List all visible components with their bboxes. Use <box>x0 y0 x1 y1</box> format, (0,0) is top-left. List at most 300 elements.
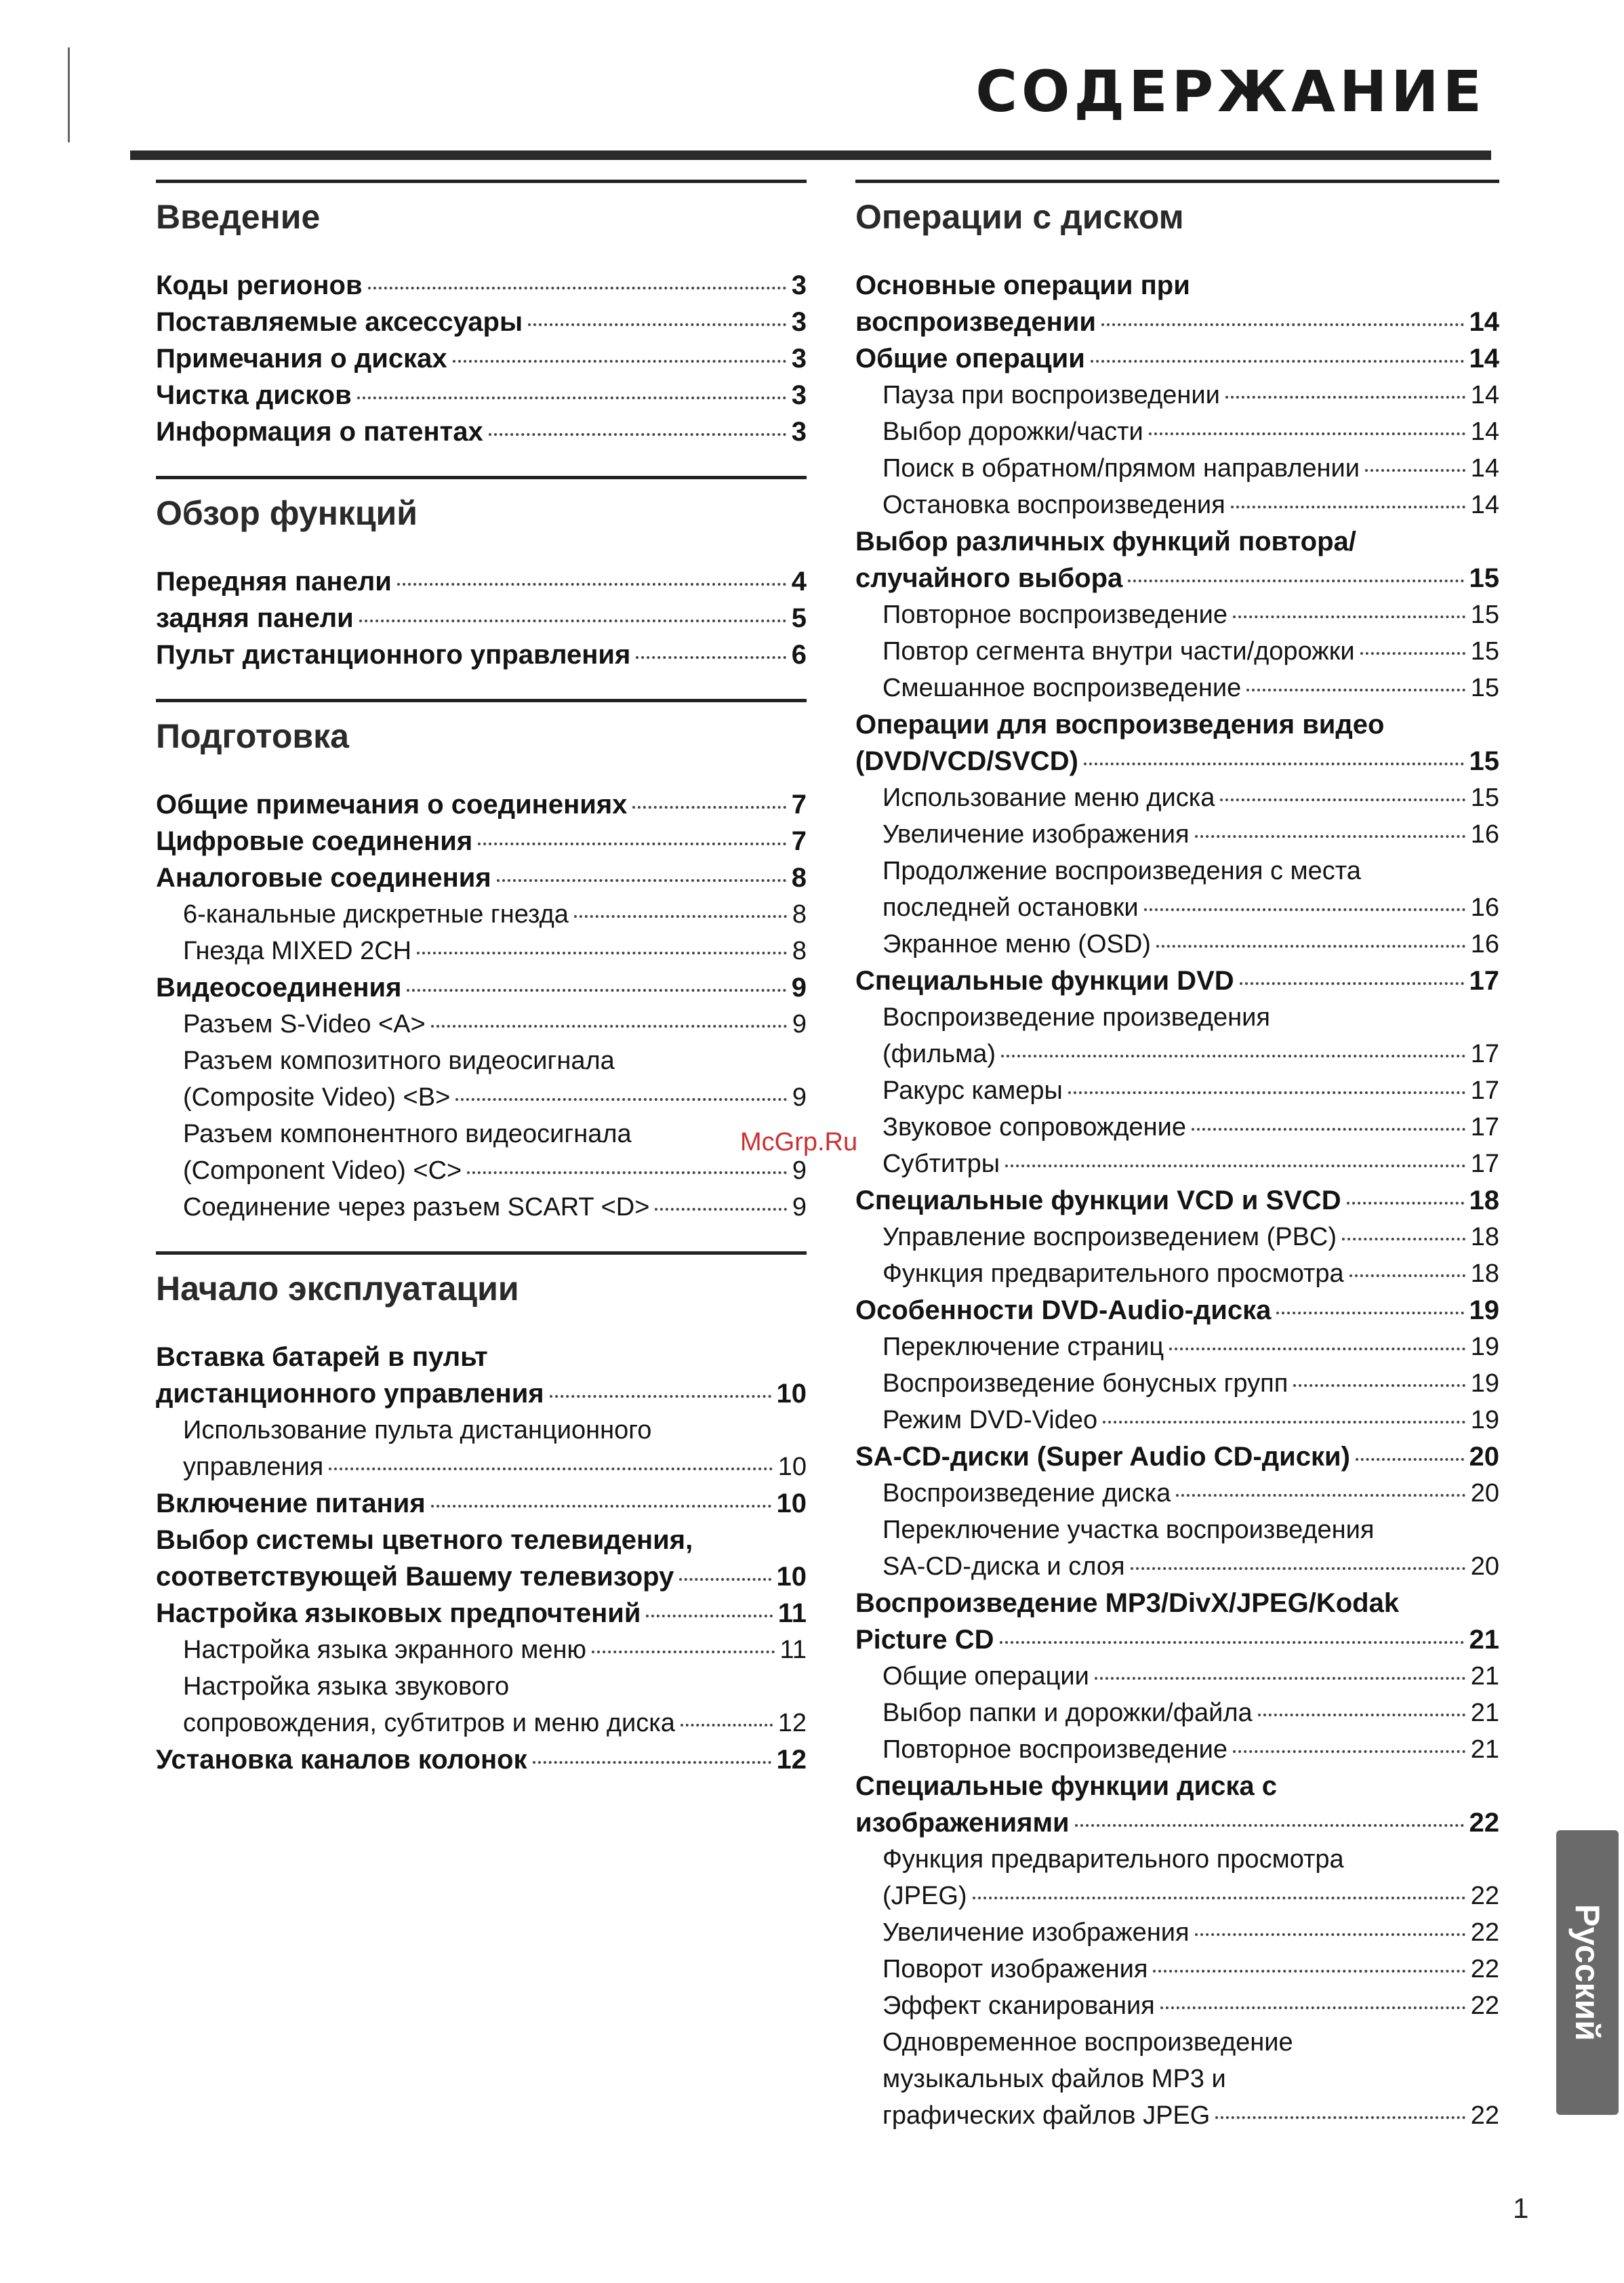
toc-entry[interactable] <box>855 340 1499 377</box>
toc-entry-text: Повтор сегмента внутри части/дорожки <box>882 637 1355 666</box>
toc-page-number: 20 <box>1470 1552 1499 1581</box>
dot-leader <box>1195 1933 1465 1936</box>
toc-page-number: 9 <box>792 1083 807 1112</box>
toc-entry-line <box>855 1621 1499 1658</box>
toc-section <box>855 180 1499 2134</box>
dot-leader <box>1128 580 1463 582</box>
section-rule <box>156 699 807 702</box>
toc-page-number: 7 <box>791 826 807 856</box>
toc-entry-text: Аналоговые соединения <box>156 863 491 893</box>
toc-entry-text: Чистка дисков <box>156 380 352 410</box>
toc-entry-text: Увеличение изображения <box>882 820 1190 849</box>
toc-entry-text: Выбор дорожки/части <box>882 418 1143 446</box>
toc-entry-text: Пульт дистанционного управления <box>156 640 631 670</box>
toc-entry-text: задняя панели <box>156 603 354 633</box>
toc-page-number: 3 <box>791 307 807 337</box>
toc-entry-text: Пауза при воспроизведении <box>882 381 1220 409</box>
toc-entry-text: Настройка языка экранного меню <box>183 1636 586 1664</box>
toc-entry-line <box>156 1558 807 1595</box>
toc-page-number: 17 <box>1469 966 1499 996</box>
toc-entry-text: Эффект сканирования <box>882 1992 1155 2020</box>
toc-entry[interactable] <box>156 637 807 673</box>
toc-entry[interactable] <box>156 1632 807 1668</box>
toc-entry-text: SA-CD-диска и слоя <box>882 1552 1125 1581</box>
toc-entry-text: (JPEG) <box>882 1882 967 1910</box>
toc-entry-text: Смешанное воспроизведение <box>882 674 1242 702</box>
toc-entry-text: Информация о патентах <box>156 417 483 447</box>
toc-page-number: 16 <box>1470 820 1499 849</box>
toc-entry-text: Поставляемые аксессуары <box>156 307 523 337</box>
toc-entry-line <box>855 560 1499 597</box>
dot-leader <box>357 397 786 399</box>
dot-leader <box>1091 360 1464 363</box>
toc-page-number: 21 <box>1470 1662 1499 1691</box>
toc-entry[interactable] <box>855 963 1499 999</box>
toc-entry[interactable] <box>855 377 1499 413</box>
toc-entry-line <box>855 523 1499 560</box>
toc-entry[interactable] <box>855 1292 1499 1329</box>
toc-entry-text: Выбор различных функций повтора/ <box>855 527 1356 557</box>
toc-entry-text: Повторное воспроизведение <box>882 1735 1227 1764</box>
dot-leader <box>455 1098 787 1101</box>
toc-entry[interactable] <box>156 860 807 896</box>
toc-entry[interactable] <box>156 267 807 304</box>
toc-entry[interactable] <box>855 816 1499 853</box>
toc-entry-text: Специальные функции DVD <box>855 966 1234 996</box>
toc-page-number: 10 <box>776 1379 807 1409</box>
toc-entry-text: случайного выбора <box>855 563 1123 593</box>
toc-entry-text: (фильма) <box>882 1040 996 1068</box>
toc-entry[interactable] <box>855 670 1499 706</box>
toc-page-number: 18 <box>1470 1223 1499 1251</box>
toc-entry[interactable] <box>156 1485 807 1522</box>
toc-entry[interactable] <box>156 340 807 377</box>
toc-entry-text: музыкальных файлов MP3 и <box>882 2065 1226 2093</box>
dot-leader <box>1131 1567 1465 1570</box>
watermark: McGrp.Ru <box>740 1128 858 1156</box>
toc-section <box>156 1251 807 1778</box>
toc-page-number: 14 <box>1469 307 1499 337</box>
toc-entry-text: Управление воспроизведением (PBC) <box>882 1223 1337 1251</box>
toc-page-number: 3 <box>791 270 807 300</box>
toc-entry-text: (Component Video) <C> <box>183 1156 462 1185</box>
toc-entry-text: Гнезда MIXED 2CH <box>183 937 412 965</box>
dot-leader <box>1101 323 1464 326</box>
toc-entry-text: Субтитры <box>882 1150 1000 1178</box>
toc-page-number: 6 <box>791 640 807 670</box>
toc-entry[interactable] <box>156 1595 807 1632</box>
left-column <box>156 180 807 1804</box>
toc-entry-text: Воспроизведение диска <box>882 1479 1171 1508</box>
dot-leader <box>1192 1128 1465 1131</box>
dot-leader <box>329 1468 772 1470</box>
dot-leader <box>973 1897 1465 1899</box>
toc-entry-text: Режим DVD-Video <box>882 1406 1098 1434</box>
toc-page-number: 22 <box>1470 2101 1499 2130</box>
toc-page-number: 14 <box>1470 381 1499 409</box>
toc-page-number: 16 <box>1470 930 1499 958</box>
toc-page-number: 8 <box>792 900 807 929</box>
toc-entry-line <box>855 1768 1499 1804</box>
toc-entry[interactable] <box>855 999 1499 1072</box>
toc-entry[interactable] <box>855 1438 1499 1475</box>
toc-entry-line <box>855 1804 1499 1841</box>
title-rule <box>130 150 1491 160</box>
toc-entry[interactable] <box>855 1512 1499 1585</box>
toc-entry-line <box>855 304 1499 340</box>
toc-entry-text: сопровождения, субтитров и меню диска <box>183 1709 675 1737</box>
dot-leader <box>1360 652 1465 655</box>
toc-entry[interactable] <box>156 304 807 340</box>
toc-entry-text: Остановка воспроизведения <box>882 491 1225 519</box>
dot-leader <box>1258 1714 1465 1716</box>
section-rule <box>156 476 807 479</box>
section-title: Обзор функций <box>156 494 418 532</box>
toc-entry-line <box>882 1036 1499 1072</box>
section-rule <box>156 1251 807 1255</box>
dot-leader <box>1349 1274 1465 1277</box>
toc-entry-text: Выбор папки и дорожки/файла <box>882 1699 1253 1727</box>
dot-leader <box>1160 2006 1465 2009</box>
toc-entry[interactable] <box>855 1841 1499 1914</box>
toc-page-number: 11 <box>779 1636 807 1664</box>
toc-entry[interactable] <box>156 377 807 413</box>
toc-page-number: 19 <box>1470 1406 1499 1434</box>
toc-entry-text: Звуковое сопровождение <box>882 1113 1187 1142</box>
dot-leader <box>636 656 786 659</box>
toc-entry[interactable] <box>855 597 1499 633</box>
toc-entry[interactable] <box>855 1365 1499 1402</box>
toc-entry[interactable] <box>855 853 1499 926</box>
dot-leader <box>1169 1348 1465 1350</box>
toc-page-number: 15 <box>1470 601 1499 629</box>
toc-section <box>156 476 807 673</box>
toc-entry-text: Разъем компонентного видеосигнала <box>183 1120 632 1148</box>
toc-entry[interactable] <box>156 933 807 969</box>
dot-leader <box>1000 1641 1464 1644</box>
dot-leader <box>1068 1091 1465 1094</box>
toc-page-number: 8 <box>792 937 807 965</box>
toc-entry-text: Общие примечания о соединениях <box>156 790 628 820</box>
toc-entry[interactable] <box>855 450 1499 487</box>
toc-entry-text: Вставка батарей в пульт <box>156 1342 488 1372</box>
toc-entry[interactable] <box>156 1522 807 1595</box>
toc-entry[interactable] <box>855 2024 1499 2134</box>
toc-page-number: 15 <box>1470 674 1499 702</box>
toc-entry[interactable] <box>855 1914 1499 1951</box>
toc-entry-text: Использование пульта дистанционного <box>183 1416 652 1444</box>
toc-entry[interactable] <box>855 1695 1499 1731</box>
dot-leader <box>1240 982 1464 985</box>
toc-entry-text: Повторное воспроизведение <box>882 601 1227 629</box>
toc-entry-text: Соединение через разъем SCART <D> <box>183 1193 650 1221</box>
toc-page-number: 10 <box>777 1453 807 1481</box>
toc-page-number: 18 <box>1469 1186 1499 1215</box>
dot-leader <box>1095 1677 1465 1680</box>
dot-leader <box>574 915 787 918</box>
toc-section <box>156 180 807 450</box>
toc-page-number: 21 <box>1469 1625 1499 1655</box>
toc-entry[interactable] <box>855 1987 1499 2024</box>
toc-entry-text: последней остановки <box>882 893 1139 922</box>
toc-entry-line <box>882 2097 1499 2134</box>
toc-entry-line <box>855 1585 1499 1621</box>
toc-entry-text: Передняя панели <box>156 567 392 597</box>
toc-entry-line <box>882 853 1499 889</box>
dot-leader <box>431 1505 771 1508</box>
toc-entry-text: Видеосоединения <box>156 973 402 1003</box>
toc-page-number: 9 <box>792 1193 807 1221</box>
toc-page-number: 15 <box>1469 563 1499 593</box>
toc-page-number: 22 <box>1470 1918 1499 1947</box>
dot-leader <box>1149 432 1465 435</box>
dot-leader <box>655 1208 786 1211</box>
toc-entry[interactable] <box>855 523 1499 597</box>
toc-entry-line <box>183 1668 807 1705</box>
toc-page-number: 20 <box>1470 1479 1499 1508</box>
dot-leader <box>1356 1458 1464 1461</box>
page-title: СОДЕРЖАНИЕ <box>975 58 1486 125</box>
toc-page-number: 22 <box>1470 1955 1499 1983</box>
toc-page-number: 12 <box>776 1745 807 1775</box>
toc-entry[interactable] <box>855 1951 1499 1987</box>
section-title: Начало эксплуатации <box>156 1270 519 1308</box>
toc-entry[interactable] <box>855 1329 1499 1365</box>
toc-entry-line <box>183 1079 807 1116</box>
toc-page-number: 14 <box>1470 491 1499 519</box>
dot-leader <box>1156 945 1465 948</box>
language-tab-label: Русский <box>1568 1903 1606 2042</box>
toc-entry[interactable] <box>156 1339 807 1412</box>
dot-leader <box>1144 908 1465 911</box>
toc-entry-line <box>183 1116 807 1152</box>
toc-entry[interactable] <box>855 706 1499 780</box>
toc-entry-text: соответствующей Вашему телевизору <box>156 1562 674 1592</box>
toc-page-number: 12 <box>777 1709 807 1737</box>
toc-page-number: 22 <box>1470 1882 1499 1910</box>
toc-page-number: 19 <box>1470 1369 1499 1398</box>
toc-page-number: 5 <box>791 603 807 633</box>
toc-entry[interactable] <box>855 1072 1499 1109</box>
toc-entry-text: Воспроизведение бонусных групп <box>882 1369 1288 1398</box>
toc-entry[interactable] <box>156 1116 807 1189</box>
dot-leader <box>533 1761 771 1764</box>
toc-page-number: 22 <box>1470 1992 1499 2020</box>
toc-entry-text: Установка каналов колонок <box>156 1745 527 1775</box>
toc-page-number: 9 <box>792 1010 807 1038</box>
toc-page-number: 19 <box>1469 1295 1499 1325</box>
page-number: 1 <box>1513 2192 1529 2224</box>
toc-entry-text: Увеличение изображения <box>882 1918 1190 1947</box>
toc-entry-text: 6-канальные дискретные гнезда <box>183 900 569 929</box>
toc-entry-text: Специальные функции VCD и SVCD <box>855 1186 1341 1215</box>
toc-page-number: 15 <box>1470 784 1499 812</box>
toc-entry-text: Одновременное воспроизведение <box>882 2028 1293 2057</box>
toc-entry-text: графических файлов JPEG <box>882 2101 1211 2130</box>
dot-leader <box>1176 1494 1465 1497</box>
toc-entry[interactable] <box>855 1182 1499 1219</box>
toc-entry[interactable] <box>156 786 807 823</box>
toc-entry[interactable] <box>156 1043 807 1116</box>
toc-entry[interactable] <box>855 1255 1499 1292</box>
toc-entry-line <box>882 1841 1499 1878</box>
dot-leader <box>1153 1970 1465 1973</box>
toc-entry-text: управления <box>183 1453 324 1481</box>
toc-entry[interactable] <box>855 1109 1499 1146</box>
toc-entry[interactable] <box>156 1741 807 1778</box>
toc-entry-text: Продолжение воспроизведения с места <box>882 857 1361 885</box>
toc-entry-line <box>183 1152 807 1189</box>
toc-entry[interactable] <box>156 1668 807 1741</box>
toc-entry[interactable] <box>855 413 1499 450</box>
dot-leader <box>1293 1384 1465 1387</box>
right-column <box>855 180 1499 2160</box>
toc-page-number: 14 <box>1470 418 1499 446</box>
toc-entry-text: Воспроизведение MP3/DivX/JPEG/Kodak <box>855 1588 1400 1618</box>
section-title: Подготовка <box>156 717 349 755</box>
toc-page-number: 9 <box>792 1156 807 1185</box>
toc-entry[interactable] <box>855 267 1499 340</box>
dot-leader <box>359 620 786 622</box>
toc-entry-line <box>156 1522 807 1558</box>
dot-leader <box>489 433 786 436</box>
toc-entry-text: Особенности DVD-Audio-диска <box>855 1295 1272 1325</box>
toc-page-number: 15 <box>1470 637 1499 666</box>
toc-page-number: 15 <box>1469 746 1499 776</box>
toc-entry-text: Использование меню диска <box>882 784 1215 812</box>
toc-page-number: 18 <box>1470 1259 1499 1288</box>
dot-leader <box>1084 763 1464 765</box>
toc-entry[interactable] <box>855 487 1499 523</box>
toc-page-number: 21 <box>1470 1699 1499 1727</box>
toc-entry-text: дистанционного управления <box>156 1379 544 1409</box>
toc-entry[interactable] <box>855 1402 1499 1438</box>
dot-leader <box>1233 615 1465 618</box>
toc-entry-text: Переключение страниц <box>882 1333 1164 1361</box>
toc-section <box>156 699 807 1226</box>
toc-entry-text: Примечания о дисках <box>156 344 447 373</box>
dot-leader <box>1225 396 1465 399</box>
toc-entry-line <box>183 1043 807 1079</box>
toc-entry-text: (DVD/VCD/SVCD) <box>855 746 1078 776</box>
toc-entry-line <box>183 1412 807 1449</box>
toc-entry-line <box>882 999 1499 1036</box>
toc-entry-text: Коды регионов <box>156 270 363 300</box>
toc-entry-line <box>156 1339 807 1375</box>
dot-leader <box>1005 1165 1465 1167</box>
toc-page-number: 21 <box>1470 1735 1499 1764</box>
toc-entry-line <box>183 1705 807 1741</box>
toc-page-number: 22 <box>1469 1808 1499 1838</box>
toc-entry-line <box>156 1375 807 1412</box>
dot-leader <box>646 1615 772 1617</box>
toc-page-number: 4 <box>791 567 807 597</box>
toc-entry[interactable] <box>855 780 1499 816</box>
toc-page-number: 3 <box>791 344 807 373</box>
toc-entry-line <box>882 2061 1499 2097</box>
toc-entry-line <box>882 1878 1499 1914</box>
toc-entry-line <box>183 1449 807 1485</box>
toc-page-number: 19 <box>1470 1333 1499 1361</box>
dot-leader <box>1246 689 1465 691</box>
toc-entry[interactable] <box>855 633 1499 670</box>
toc-entry[interactable] <box>855 1475 1499 1512</box>
dot-leader <box>1231 506 1465 508</box>
toc-entry[interactable] <box>156 413 807 450</box>
toc-entry[interactable] <box>855 1658 1499 1695</box>
language-tab[interactable] <box>1556 1830 1619 2115</box>
dot-leader <box>550 1395 771 1398</box>
toc-page-number: 17 <box>1470 1150 1499 1178</box>
dot-leader <box>1276 1312 1463 1314</box>
toc-entry-line <box>882 2024 1499 2061</box>
toc-entry-line <box>855 267 1499 304</box>
toc-entry[interactable] <box>156 1412 807 1485</box>
toc-entry-text: (Composite Video) <B> <box>183 1083 451 1112</box>
dot-leader <box>417 952 787 954</box>
toc-page-number: 3 <box>791 417 807 447</box>
toc-entry[interactable] <box>855 1768 1499 1841</box>
toc-entry[interactable] <box>156 823 807 860</box>
dot-leader <box>497 879 786 882</box>
toc-entry-text: Воспроизведение произведения <box>882 1003 1270 1032</box>
dot-leader <box>592 1651 775 1653</box>
toc-entry[interactable] <box>855 1585 1499 1658</box>
toc-entry-line <box>882 1512 1499 1548</box>
toc-page-number: 20 <box>1469 1442 1499 1472</box>
dot-leader <box>1347 1202 1464 1205</box>
toc-entry-text: Функция предварительного просмотра <box>882 1845 1344 1874</box>
toc-entry-line <box>882 889 1499 926</box>
toc-entry-text: Picture CD <box>855 1625 994 1655</box>
toc-entry[interactable] <box>156 896 807 933</box>
dot-leader <box>1195 835 1465 838</box>
dot-leader <box>407 989 786 992</box>
toc-entry-text: воспроизведении <box>855 307 1096 337</box>
toc-entry[interactable] <box>855 1731 1499 1768</box>
toc-entry[interactable] <box>156 1189 807 1226</box>
toc-entry[interactable] <box>855 1219 1499 1255</box>
dot-leader <box>1215 2116 1465 2119</box>
toc-entry[interactable] <box>156 969 807 1006</box>
dot-leader <box>1220 799 1465 801</box>
toc-entry-text: SA-CD-диски (Super Audio CD-диски) <box>855 1442 1350 1472</box>
dot-leader <box>1103 1421 1465 1423</box>
toc-entry-text: Переключение участка воспроизведения <box>882 1516 1375 1544</box>
toc-entry[interactable] <box>156 1006 807 1043</box>
toc-page-number: 10 <box>776 1489 807 1518</box>
toc-entry[interactable] <box>855 1146 1499 1182</box>
toc-page-number: 14 <box>1470 454 1499 483</box>
dot-leader <box>681 1724 773 1726</box>
toc-entry[interactable] <box>156 600 807 637</box>
toc-entry-text: Разъем S-Video <A> <box>183 1010 426 1038</box>
section-title: Операции с диском <box>855 198 1184 236</box>
toc-entry[interactable] <box>156 563 807 600</box>
toc-entry-text: Функция предварительного просмотра <box>882 1259 1344 1288</box>
dot-leader <box>1075 1824 1464 1827</box>
toc-entry-line <box>855 743 1499 780</box>
toc-page-number: 8 <box>791 863 807 893</box>
toc-entry-text: Специальные функции диска с <box>855 1771 1278 1801</box>
toc-entry-text: Настройка языка звукового <box>183 1672 510 1701</box>
toc-entry-text: Общие операции <box>882 1662 1089 1691</box>
toc-entry-text: Основные операции при <box>855 270 1190 300</box>
toc-page-number: 17 <box>1470 1076 1499 1105</box>
toc-entry[interactable] <box>855 926 1499 963</box>
toc-entry-text: Разъем композитного видеосигнала <box>183 1047 615 1075</box>
section-rule <box>855 180 1499 183</box>
